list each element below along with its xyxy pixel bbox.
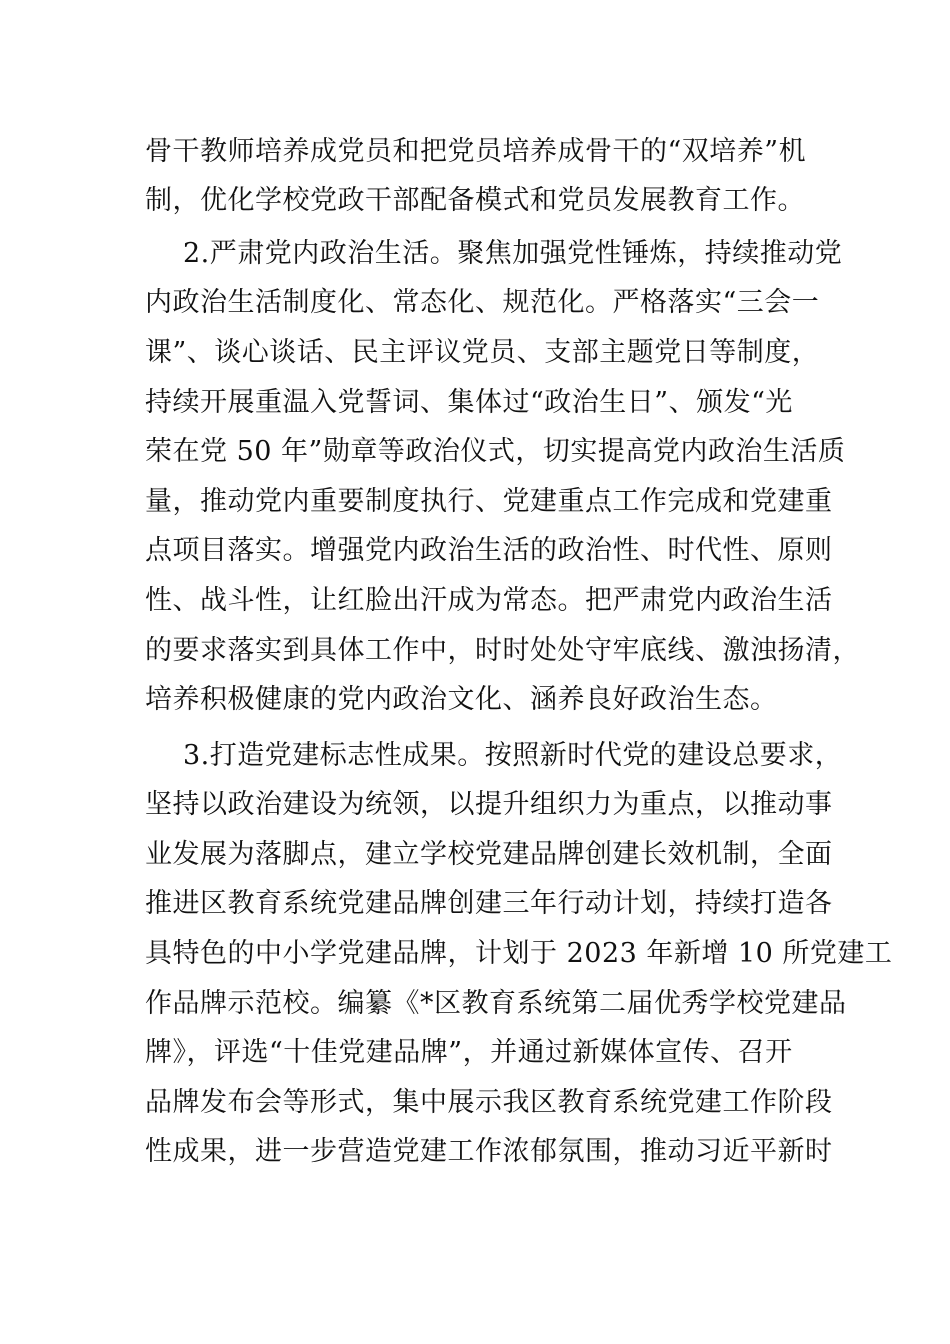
text-line: 推进区教育系统党建品牌创建三年行动计划，持续打造各 <box>145 888 833 919</box>
text-line: 制，优化学校党政干部配备模式和党员发展教育工作。 <box>145 185 805 216</box>
text-line: 性成果，进一步营造党建工作浓郁氛围，推动习近平新时 <box>145 1136 833 1167</box>
text-line: 荣在党 50 年”勋章等政治仪式，切实提高党内政治生活质 <box>145 436 846 467</box>
text-line: 内政治生活制度化、常态化、规范化。严格落实“三会一 <box>145 287 820 318</box>
text-line: 培养积极健康的党内政治文化、涵养良好政治生态。 <box>145 684 778 715</box>
text-line: 品牌发布会等形式，集中展示我区教育系统党建工作阶段 <box>145 1087 833 1118</box>
paragraph-2-start: 2.严肃党内政治生活。聚焦加强党性锤炼，持续推动党 <box>183 238 843 269</box>
text-line: 的要求落实到具体工作中，时时处处守牢底线、激浊扬清， <box>145 635 860 666</box>
text-line: 骨干教师培养成党员和把党员培养成骨干的“双培养”机 <box>145 136 807 167</box>
text-line: 坚持以政治建设为统领，以提升组织力为重点，以推动事 <box>145 789 833 820</box>
text-line: 课”、谈心谈话、民主评议党员、支部主题党日等制度， <box>145 337 820 368</box>
text-line: 持续开展重温入党誓词、集体过“政治生日”、颁发“光 <box>145 387 793 418</box>
text-line: 性、战斗性，让红脸出汗成为常态。把严肃党内政治生活 <box>145 585 833 616</box>
paragraph-3-start: 3.打造党建标志性成果。按照新时代党的建设总要求， <box>183 740 843 771</box>
text-line: 业发展为落脚点，建立学校党建品牌创建长效机制，全面 <box>145 839 833 870</box>
text-line: 量，推动党内重要制度执行、党建重点工作完成和党建重 <box>145 486 833 517</box>
text-line: 作品牌示范校。编纂《*区教育系统第二届优秀学校党建品 <box>145 988 847 1019</box>
text-line: 牌》，评选“十佳党建品牌”，并通过新媒体宣传、召开 <box>145 1037 793 1068</box>
text-line: 具特色的中小学党建品牌，计划于 2023 年新增 10 所党建工 <box>145 938 893 969</box>
text-line: 点项目落实。增强党内政治生活的政治性、时代性、原则 <box>145 535 833 566</box>
